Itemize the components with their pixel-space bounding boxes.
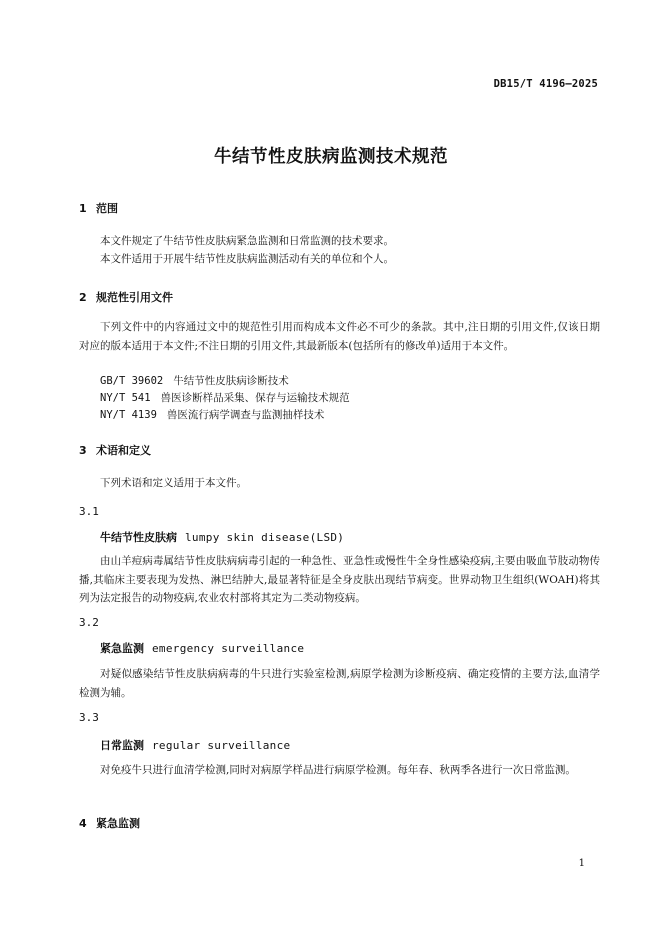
section-3-heading bbox=[79, 442, 151, 458]
reference-code: GB/T 39602 bbox=[100, 375, 164, 387]
term-definition: 对疑似感染结节性皮肤病病毒的牛只进行实验室检测,病原学检测为诊断疫病、确定疫情的主要方法,血清学检测为辅。 bbox=[79, 668, 600, 699]
section-number: 1 bbox=[79, 202, 87, 215]
term-definition: 对免疫牛只进行血清学检测,同时对病原学样品进行病原学检测。每年春、秋两季各进行一次日常监测。 bbox=[100, 764, 576, 776]
section-4-heading bbox=[79, 815, 140, 831]
section-number: 2 bbox=[79, 291, 87, 304]
paragraph: 下列文件中的内容通过文中的规范性引用而构成本文件必不可少的条款。其中,注日期的引用文件,仅该日期对应的版本适用于本文件;不注日期的引用文件,其最新版本(包括所有的修改单)适用于本文件。 bbox=[79, 321, 600, 352]
term-definition: 由山羊痘病毒属结节性皮肤病病毒引起的一种急性、亚急性或慢性牛全身性感染疫病,主要由吸血节肢动物传播,其临床主要表现为发热、淋巴结肿大,最显著特征是全身皮肤出现结节病变。世界动物卫生组织(WOAH)将其列为法定报告的动物疫病,农业农村部将其定为二类动物疫病。 bbox=[79, 555, 600, 604]
section-title: 范围 bbox=[96, 202, 118, 215]
reference-title: 牛结节性皮肤病诊断技术 bbox=[173, 375, 289, 387]
paragraph: 本文件适用于开展牛结节性皮肤病监测活动有关的单位和个人。 bbox=[100, 253, 394, 265]
paragraph: 下列术语和定义适用于本文件。 bbox=[100, 477, 247, 489]
section-number: 4 bbox=[79, 817, 87, 830]
term-en: lumpy skin disease(LSD) bbox=[185, 531, 345, 544]
term-heading bbox=[100, 640, 304, 656]
term-zh: 日常监测 bbox=[100, 739, 144, 752]
section-title: 术语和定义 bbox=[96, 444, 151, 457]
term-heading bbox=[100, 529, 344, 545]
term-heading bbox=[100, 737, 290, 753]
section-title: 紧急监测 bbox=[96, 817, 140, 830]
reference-code: NY/T 4139 bbox=[100, 409, 157, 421]
page-number: 1 bbox=[578, 858, 585, 869]
reference-item bbox=[100, 372, 289, 390]
section-2-heading bbox=[79, 289, 173, 305]
paragraph: 本文件规定了牛结节性皮肤病紧急监测和日常监测的技术要求。 bbox=[100, 235, 394, 247]
term-zh: 牛结节性皮肤病 bbox=[100, 531, 177, 544]
reference-code: NY/T 541 bbox=[100, 392, 151, 404]
section-number: 3 bbox=[79, 444, 87, 457]
term-en: regular surveillance bbox=[152, 739, 291, 752]
reference-item bbox=[100, 406, 324, 424]
document-number: DB15/T 4196—2025 bbox=[493, 78, 598, 90]
reference-item bbox=[100, 389, 350, 407]
reference-title: 兽医流行病学调查与监测抽样技术 bbox=[166, 409, 325, 421]
term-zh: 紧急监测 bbox=[100, 642, 144, 655]
term-en: emergency surveillance bbox=[152, 642, 305, 655]
term-number: 3.3 bbox=[79, 711, 99, 724]
section-title: 规范性引用文件 bbox=[96, 291, 173, 304]
reference-title: 兽医诊断样品采集、保存与运输技术规范 bbox=[160, 392, 350, 404]
section-1-heading bbox=[79, 200, 118, 216]
term-number: 3.2 bbox=[79, 616, 99, 629]
term-number: 3.1 bbox=[79, 505, 99, 518]
document-title: 牛结节性皮肤病监测技术规范 bbox=[214, 147, 448, 167]
